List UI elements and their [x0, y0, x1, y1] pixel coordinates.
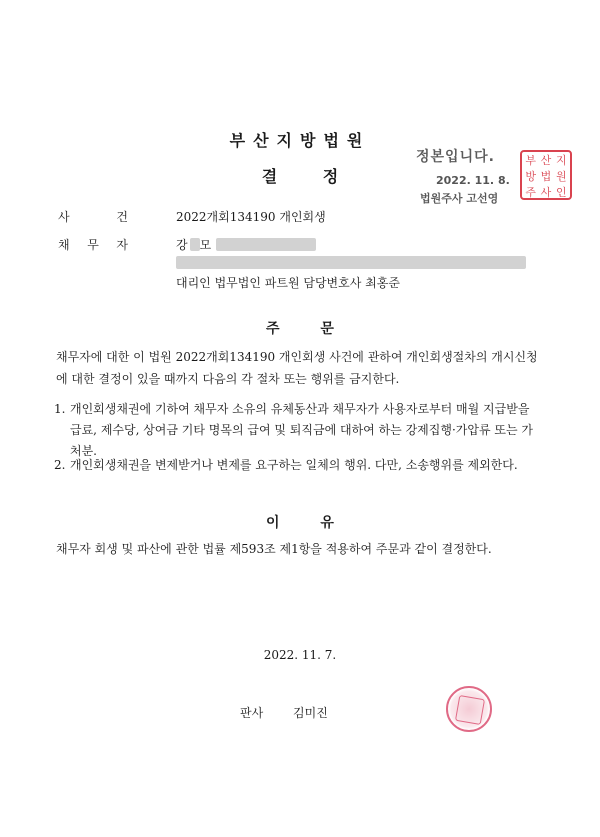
- redaction-bar: [190, 238, 200, 251]
- order-paragraph: 채무자에 대한 이 법원 2022개회134190 개인회생 사건에 관하여 개인회생절차의 개시신청에 대한 결정이 있을 때까지 다음의 각 절차 또는 행위를 금지한다.: [56, 350, 538, 386]
- reason-paragraph: 채무자 회생 및 파산에 관한 법률 제593조 제1항을 적용하여 주문과 같이 결정한다.: [56, 542, 492, 556]
- list-item: [54, 399, 544, 462]
- redaction-bar: [176, 256, 526, 269]
- document-title: 결 정: [261, 167, 339, 186]
- judge-name: 김미진: [293, 706, 328, 720]
- case-label: 사 건: [58, 210, 128, 224]
- court-seal-icon: 부 산 지 방 법 원 주 사 인: [520, 150, 572, 200]
- reason-heading: 이 유: [266, 515, 334, 531]
- debtor-label: 채 무 자: [58, 238, 128, 252]
- list-item-number: 2.: [54, 458, 66, 472]
- legal-representative: 대리인 법무법인 파트원 담당변호사 최홍준: [176, 276, 400, 290]
- list-item-text: 개인회생채권을 변제받거나 변제를 요구하는 일체의 행위. 다만, 소송행위를 제외한다.: [70, 458, 518, 472]
- order-heading: 주 문: [266, 321, 334, 337]
- certified-copy-label: 정본입니다.: [416, 149, 495, 165]
- court-clerk: 법원주사 고선영: [420, 192, 499, 205]
- debtor-name: 강 모: [176, 238, 212, 252]
- court-name: 부산지방법원: [229, 131, 371, 150]
- decision-date: 2022. 11. 7.: [263, 648, 337, 662]
- judge-title: 판사: [240, 706, 264, 720]
- list-item: [54, 455, 544, 476]
- redaction-bar: [216, 238, 316, 251]
- case-number: 2022개회134190 개인회생: [176, 210, 326, 224]
- judge-signature: [240, 704, 328, 721]
- list-item-number: 1.: [54, 402, 66, 416]
- judge-seal-icon: [446, 686, 492, 732]
- list-item-text: 개인회생채권에 기하여 채무자 소유의 유체동산과 채무자가 사용자로부터 매월 지급받을 급료, 제수당, 상여금 기타 명목의 급여 및 퇴직금에 대하여 하는 강제집행·가압류 또는 가처분.: [70, 402, 533, 458]
- certified-date: 2022. 11. 8.: [436, 174, 510, 187]
